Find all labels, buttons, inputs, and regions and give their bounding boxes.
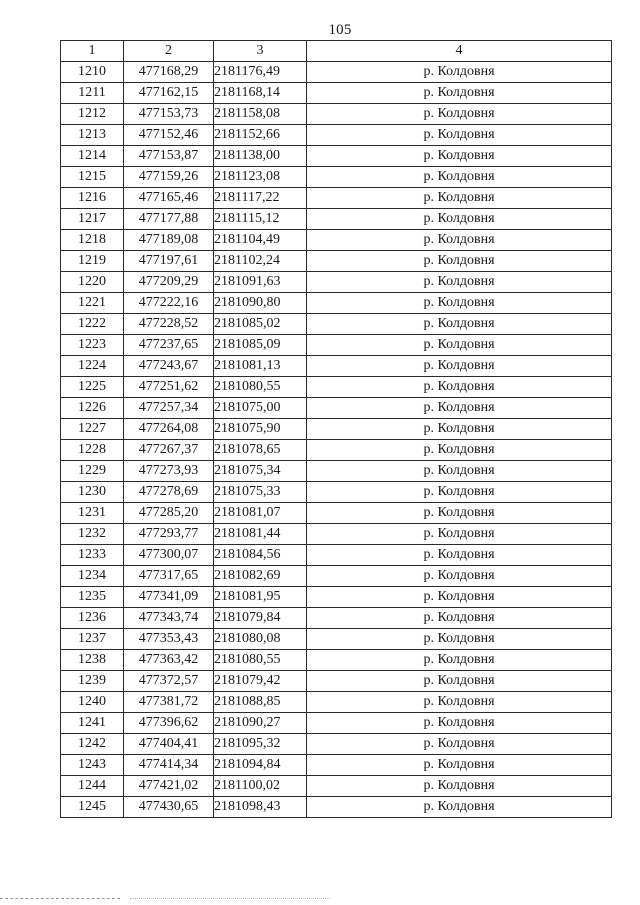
- table-row: [61, 209, 612, 230]
- table-row: [61, 629, 612, 650]
- table-row: [61, 398, 612, 419]
- x-coordinate-cell: 477343,74: [124, 608, 214, 629]
- x-coordinate-cell: 477285,20: [124, 503, 214, 524]
- table-row: [61, 230, 612, 251]
- description-cell: р. Колдовня: [307, 209, 612, 230]
- point-number-cell: 1221: [61, 293, 124, 314]
- table-row: [61, 335, 612, 356]
- x-coordinate-cell: 477257,34: [124, 398, 214, 419]
- scan-artifact-line: [0, 898, 120, 899]
- description-cell: р. Колдовня: [307, 146, 612, 167]
- table-row: [61, 419, 612, 440]
- header-col-3: 3: [214, 41, 307, 62]
- description-cell: р. Колдовня: [307, 188, 612, 209]
- description-cell: р. Колдовня: [307, 356, 612, 377]
- point-number-cell: 1229: [61, 461, 124, 482]
- x-coordinate-cell: 477228,52: [124, 314, 214, 335]
- y-coordinate-cell: 2181081,13: [214, 356, 307, 377]
- description-cell: р. Колдовня: [307, 167, 612, 188]
- x-coordinate-cell: 477189,08: [124, 230, 214, 251]
- y-coordinate-cell: 2181082,69: [214, 566, 307, 587]
- point-number-cell: 1218: [61, 230, 124, 251]
- point-number-cell: 1210: [61, 62, 124, 83]
- x-coordinate-cell: 477267,37: [124, 440, 214, 461]
- table-row: [61, 734, 612, 755]
- x-coordinate-cell: 477372,57: [124, 671, 214, 692]
- x-coordinate-cell: 477363,42: [124, 650, 214, 671]
- point-number-cell: 1238: [61, 650, 124, 671]
- table-row: [61, 461, 612, 482]
- table-row: [61, 692, 612, 713]
- table-row: [61, 293, 612, 314]
- y-coordinate-cell: 2181075,00: [214, 398, 307, 419]
- table-row: [61, 713, 612, 734]
- scan-artifact-line: [130, 898, 330, 899]
- y-coordinate-cell: 2181117,22: [214, 188, 307, 209]
- page-number: 105: [328, 22, 352, 38]
- y-coordinate-cell: 2181115,12: [214, 209, 307, 230]
- y-coordinate-cell: 2181085,02: [214, 314, 307, 335]
- y-coordinate-cell: 2181094,84: [214, 755, 307, 776]
- coordinates-table: [60, 40, 612, 818]
- description-cell: р. Колдовня: [307, 251, 612, 272]
- point-number-cell: 1234: [61, 566, 124, 587]
- y-coordinate-cell: 2181080,55: [214, 650, 307, 671]
- table-row: [61, 356, 612, 377]
- x-coordinate-cell: 477278,69: [124, 482, 214, 503]
- y-coordinate-cell: 2181176,49: [214, 62, 307, 83]
- description-cell: р. Колдовня: [307, 482, 612, 503]
- table-row: [61, 440, 612, 461]
- description-cell: р. Колдовня: [307, 419, 612, 440]
- header-col-1: 1: [61, 41, 124, 62]
- description-cell: р. Колдовня: [307, 566, 612, 587]
- y-coordinate-cell: 2181079,42: [214, 671, 307, 692]
- x-coordinate-cell: 477414,34: [124, 755, 214, 776]
- y-coordinate-cell: 2181123,08: [214, 167, 307, 188]
- y-coordinate-cell: 2181080,55: [214, 377, 307, 398]
- point-number-cell: 1227: [61, 419, 124, 440]
- y-coordinate-cell: 2181091,63: [214, 272, 307, 293]
- x-coordinate-cell: 477251,62: [124, 377, 214, 398]
- x-coordinate-cell: 477300,07: [124, 545, 214, 566]
- table-row: [61, 83, 612, 104]
- y-coordinate-cell: 2181168,14: [214, 83, 307, 104]
- table-row: [61, 608, 612, 629]
- table-row: [61, 104, 612, 125]
- x-coordinate-cell: 477381,72: [124, 692, 214, 713]
- table-row: [61, 671, 612, 692]
- header-row: [61, 41, 612, 62]
- y-coordinate-cell: 2181100,02: [214, 776, 307, 797]
- description-cell: р. Колдовня: [307, 104, 612, 125]
- y-coordinate-cell: 2181075,90: [214, 419, 307, 440]
- point-number-cell: 1224: [61, 356, 124, 377]
- x-coordinate-cell: 477341,09: [124, 587, 214, 608]
- description-cell: р. Колдовня: [307, 440, 612, 461]
- description-cell: р. Колдовня: [307, 125, 612, 146]
- y-coordinate-cell: 2181090,27: [214, 713, 307, 734]
- point-number-cell: 1232: [61, 524, 124, 545]
- table-row: [61, 272, 612, 293]
- table-row: [61, 167, 612, 188]
- point-number-cell: 1241: [61, 713, 124, 734]
- y-coordinate-cell: 2181081,95: [214, 587, 307, 608]
- table-row: [61, 587, 612, 608]
- point-number-cell: 1230: [61, 482, 124, 503]
- table-row: [61, 755, 612, 776]
- description-cell: р. Колдовня: [307, 713, 612, 734]
- point-number-cell: 1216: [61, 188, 124, 209]
- x-coordinate-cell: 477197,61: [124, 251, 214, 272]
- description-cell: р. Колдовня: [307, 545, 612, 566]
- description-cell: р. Колдовня: [307, 671, 612, 692]
- description-cell: р. Колдовня: [307, 734, 612, 755]
- x-coordinate-cell: 477165,46: [124, 188, 214, 209]
- description-cell: р. Колдовня: [307, 314, 612, 335]
- y-coordinate-cell: 2181079,84: [214, 608, 307, 629]
- point-number-cell: 1219: [61, 251, 124, 272]
- y-coordinate-cell: 2181104,49: [214, 230, 307, 251]
- y-coordinate-cell: 2181152,66: [214, 125, 307, 146]
- table-row: [61, 377, 612, 398]
- x-coordinate-cell: 477237,65: [124, 335, 214, 356]
- table-row: [61, 545, 612, 566]
- table-row: [61, 524, 612, 545]
- description-cell: р. Колдовня: [307, 692, 612, 713]
- table-row: [61, 125, 612, 146]
- table-row: [61, 482, 612, 503]
- x-coordinate-cell: 477396,62: [124, 713, 214, 734]
- point-number-cell: 1240: [61, 692, 124, 713]
- header-col-2: 2: [124, 41, 214, 62]
- y-coordinate-cell: 2181080,08: [214, 629, 307, 650]
- table-row: [61, 62, 612, 83]
- point-number-cell: 1213: [61, 125, 124, 146]
- point-number-cell: 1235: [61, 587, 124, 608]
- description-cell: р. Колдовня: [307, 461, 612, 482]
- table-row: [61, 776, 612, 797]
- point-number-cell: 1231: [61, 503, 124, 524]
- y-coordinate-cell: 2181075,34: [214, 461, 307, 482]
- description-cell: р. Колдовня: [307, 230, 612, 251]
- description-cell: р. Колдовня: [307, 377, 612, 398]
- description-cell: р. Колдовня: [307, 335, 612, 356]
- description-cell: р. Колдовня: [307, 62, 612, 83]
- description-cell: р. Колдовня: [307, 650, 612, 671]
- description-cell: р. Колдовня: [307, 797, 612, 818]
- y-coordinate-cell: 2181098,43: [214, 797, 307, 818]
- table-body: [61, 62, 612, 818]
- table-row: [61, 146, 612, 167]
- x-coordinate-cell: 477273,93: [124, 461, 214, 482]
- y-coordinate-cell: 2181075,33: [214, 482, 307, 503]
- y-coordinate-cell: 2181081,44: [214, 524, 307, 545]
- description-cell: р. Колдовня: [307, 587, 612, 608]
- point-number-cell: 1236: [61, 608, 124, 629]
- y-coordinate-cell: 2181084,56: [214, 545, 307, 566]
- table-row: [61, 314, 612, 335]
- description-cell: р. Колдовня: [307, 83, 612, 104]
- table-row: [61, 566, 612, 587]
- point-number-cell: 1214: [61, 146, 124, 167]
- description-cell: р. Колдовня: [307, 272, 612, 293]
- x-coordinate-cell: 477168,29: [124, 62, 214, 83]
- y-coordinate-cell: 2181158,08: [214, 104, 307, 125]
- x-coordinate-cell: 477152,46: [124, 125, 214, 146]
- point-number-cell: 1242: [61, 734, 124, 755]
- point-number-cell: 1237: [61, 629, 124, 650]
- point-number-cell: 1220: [61, 272, 124, 293]
- point-number-cell: 1212: [61, 104, 124, 125]
- x-coordinate-cell: 477264,08: [124, 419, 214, 440]
- table-row: [61, 797, 612, 818]
- point-number-cell: 1222: [61, 314, 124, 335]
- table-row: [61, 650, 612, 671]
- x-coordinate-cell: 477317,65: [124, 566, 214, 587]
- description-cell: р. Колдовня: [307, 629, 612, 650]
- table-header: [61, 41, 612, 62]
- x-coordinate-cell: 477421,02: [124, 776, 214, 797]
- point-number-cell: 1239: [61, 671, 124, 692]
- x-coordinate-cell: 477153,73: [124, 104, 214, 125]
- x-coordinate-cell: 477353,43: [124, 629, 214, 650]
- description-cell: р. Колдовня: [307, 293, 612, 314]
- point-number-cell: 1211: [61, 83, 124, 104]
- x-coordinate-cell: 477293,77: [124, 524, 214, 545]
- x-coordinate-cell: 477159,26: [124, 167, 214, 188]
- description-cell: р. Колдовня: [307, 503, 612, 524]
- y-coordinate-cell: 2181102,24: [214, 251, 307, 272]
- point-number-cell: 1228: [61, 440, 124, 461]
- point-number-cell: 1223: [61, 335, 124, 356]
- point-number-cell: 1244: [61, 776, 124, 797]
- x-coordinate-cell: 477209,29: [124, 272, 214, 293]
- y-coordinate-cell: 2181078,65: [214, 440, 307, 461]
- point-number-cell: 1226: [61, 398, 124, 419]
- x-coordinate-cell: 477404,41: [124, 734, 214, 755]
- table-row: [61, 188, 612, 209]
- description-cell: р. Колдовня: [307, 398, 612, 419]
- point-number-cell: 1245: [61, 797, 124, 818]
- point-number-cell: 1225: [61, 377, 124, 398]
- header-col-4: 4: [307, 41, 612, 62]
- y-coordinate-cell: 2181090,80: [214, 293, 307, 314]
- description-cell: р. Колдовня: [307, 755, 612, 776]
- description-cell: р. Колдовня: [307, 608, 612, 629]
- point-number-cell: 1243: [61, 755, 124, 776]
- point-number-cell: 1233: [61, 545, 124, 566]
- x-coordinate-cell: 477430,65: [124, 797, 214, 818]
- table-row: [61, 251, 612, 272]
- point-number-cell: 1215: [61, 167, 124, 188]
- x-coordinate-cell: 477153,87: [124, 146, 214, 167]
- description-cell: р. Колдовня: [307, 524, 612, 545]
- y-coordinate-cell: 2181095,32: [214, 734, 307, 755]
- point-number-cell: 1217: [61, 209, 124, 230]
- description-cell: р. Колдовня: [307, 776, 612, 797]
- y-coordinate-cell: 2181085,09: [214, 335, 307, 356]
- x-coordinate-cell: 477177,88: [124, 209, 214, 230]
- table-row: [61, 503, 612, 524]
- y-coordinate-cell: 2181088,85: [214, 692, 307, 713]
- x-coordinate-cell: 477243,67: [124, 356, 214, 377]
- x-coordinate-cell: 477222,16: [124, 293, 214, 314]
- y-coordinate-cell: 2181081,07: [214, 503, 307, 524]
- x-coordinate-cell: 477162,15: [124, 83, 214, 104]
- y-coordinate-cell: 2181138,00: [214, 146, 307, 167]
